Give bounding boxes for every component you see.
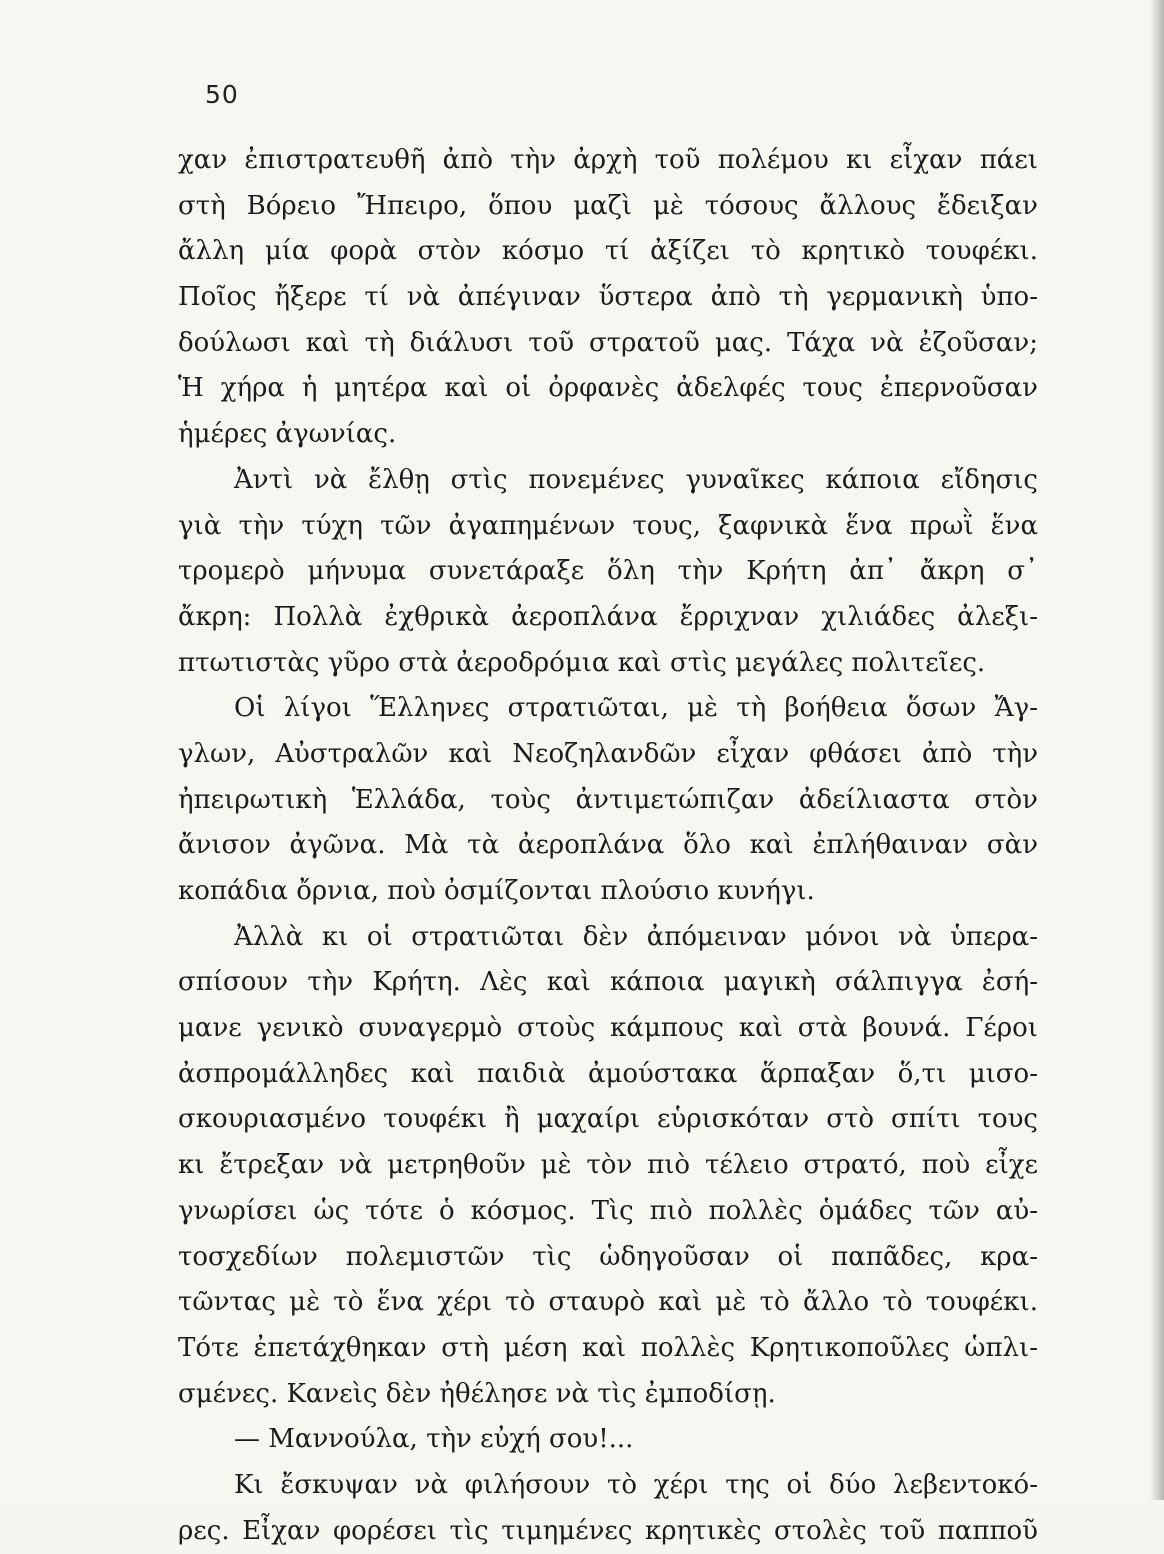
text-line: Ἡ χήρα ἡ μητέρα καὶ οἱ ὀρφανὲς ἀδελφές τους ἐπερνοῦσαν: [178, 373, 1038, 404]
text-line: Κι ἔσκυψαν νὰ φιλήσουν τὸ χέρι της οἱ δύο λεβεντοκό-: [234, 1469, 1038, 1500]
page-edge-shadow: [1150, 0, 1164, 1500]
text-line: σπίσουν τὴν Κρήτη. Λὲς καὶ κάποια μαγικὴ σάλπιγγα ἐσή-: [178, 967, 1038, 998]
text-line: — Μαννούλα, τὴν εὐχή σου!...: [234, 1424, 634, 1455]
text-line: πτωτιστὰς γῦρο στὰ ἀεροδρόμια καὶ στὶς μεγάλες πολιτεῖες.: [178, 647, 986, 678]
text-line: στὴ Βόρειο Ἤπειρο, ὅπου μαζὶ μὲ τόσους ἄλλους ἔδειξαν: [178, 190, 1038, 221]
text-line: τοσχεδίων πολεμιστῶν τὶς ὡδηγοῦσαν οἱ παπᾶδες, κρα-: [178, 1241, 1038, 1272]
text-line: ἄνισον ἀγῶνα. Μὰ τὰ ἀεροπλάνα ὅλο καὶ ἐπλήθαιναν σὰν: [178, 830, 1038, 861]
text-line: ἄλλη μία φορὰ στὸν κόσμο τί ἀξίζει τὸ κρητικὸ τουφέκι.: [178, 236, 1038, 267]
text-line: Τότε ἐπετάχθηκαν στὴ μέση καὶ πολλὲς Κρητικοποῦλες ὡπλι-: [178, 1332, 1038, 1363]
text-line: κοπάδια ὄρνια, ποὺ ὀσμίζονται πλούσιο κυνήγι.: [178, 876, 815, 906]
text-line: Οἱ λίγοι Ἕλληνες στρατιῶται, μὲ τὴ βοήθεια ὅσων Ἄγ-: [234, 693, 1038, 724]
text-line: σκουριασμένο τουφέκι ἢ μαχαίρι εὑρισκόταν στὸ σπίτι τους: [178, 1104, 1038, 1135]
text-line: ἠπειρωτικὴ Ἑλλάδα, τοὺς ἀντιμετώπιζαν ἀδείλιαστα στὸν: [178, 784, 1038, 815]
text-line: ἡμέρες ἀγωνίας.: [178, 419, 397, 450]
text-line: τῶντας μὲ τὸ ἕνα χέρι τὸ σταυρὸ καὶ μὲ τὸ ἄλλο τὸ τουφέκι.: [178, 1287, 1038, 1318]
page-number: 50: [205, 80, 239, 109]
text-line: ρες. Εἶχαν φορέσει τὶς τιμημένες κρητικὲς στολὲς τοῦ παπποῦ: [178, 1515, 1038, 1546]
text-line: γιὰ τὴν τύχη τῶν ἀγαπημένων τους, ξαφνικὰ ἕνα πρωῒ ἕνα: [178, 510, 1038, 541]
text-line: σμένες. Κανεὶς δὲν ἠθέλησε νὰ τὶς ἐμποδίσῃ.: [178, 1378, 776, 1409]
text-line: γλων, Αὐστραλῶν καὶ Νεοζηλανδῶν εἶχαν φθάσει ἀπὸ τὴν: [178, 738, 1038, 769]
text-line: Ἀλλὰ κι οἱ στρατιῶται δὲν ἀπόμειναν μόνοι νὰ ὑπερα-: [234, 921, 1038, 952]
text-line: ἀσπρομάλληδες καὶ παιδιὰ ἀμούστακα ἅρπαξαν ὅ,τι μισο-: [178, 1058, 1038, 1089]
text-line: δούλωσι καὶ τὴ διάλυσι τοῦ στρατοῦ μας. Τάχα νὰ ἐζοῦσαν;: [178, 327, 1038, 358]
text-line: τρομερὸ μήνυμα συνετάραξε ὅλη τὴν Κρήτη ἀπ᾿ ἄκρη σ᾿: [178, 556, 1038, 587]
text-line: χαν ἐπιστρατευθῆ ἀπὸ τὴν ἀρχὴ τοῦ πολέμου κι εἶχαν πάει: [178, 145, 1038, 175]
text-line: Ἀντὶ νὰ ἔλθῃ στὶς πονεμένες γυναῖκες κάποια εἴδησις: [234, 464, 1038, 495]
body-text: [178, 138, 1038, 1554]
text-line: Ποῖος ἤξερε τί νὰ ἀπέγιναν ὕστερα ἀπὸ τὴ γερμανικὴ ὑπο-: [178, 282, 1038, 313]
text-line: γνωρίσει ὡς τότε ὁ κόσμος. Τὶς πιὸ πολλὲς ὁμάδες τῶν αὐ-: [178, 1195, 1038, 1226]
text-line: κι ἔτρεξαν νὰ μετρηθοῦν μὲ τὸν πιὸ τέλειο στρατό, ποὺ εἶχε: [178, 1150, 1038, 1181]
text-line: μανε γενικὸ συναγερμὸ στοὺς κάμπους καὶ στὰ βουνά. Γέροι: [178, 1013, 1038, 1044]
text-line: ἄκρη: Πολλὰ ἐχθρικὰ ἀεροπλάνα ἔρριχναν χιλιάδες ἀλεξι-: [178, 601, 1038, 632]
